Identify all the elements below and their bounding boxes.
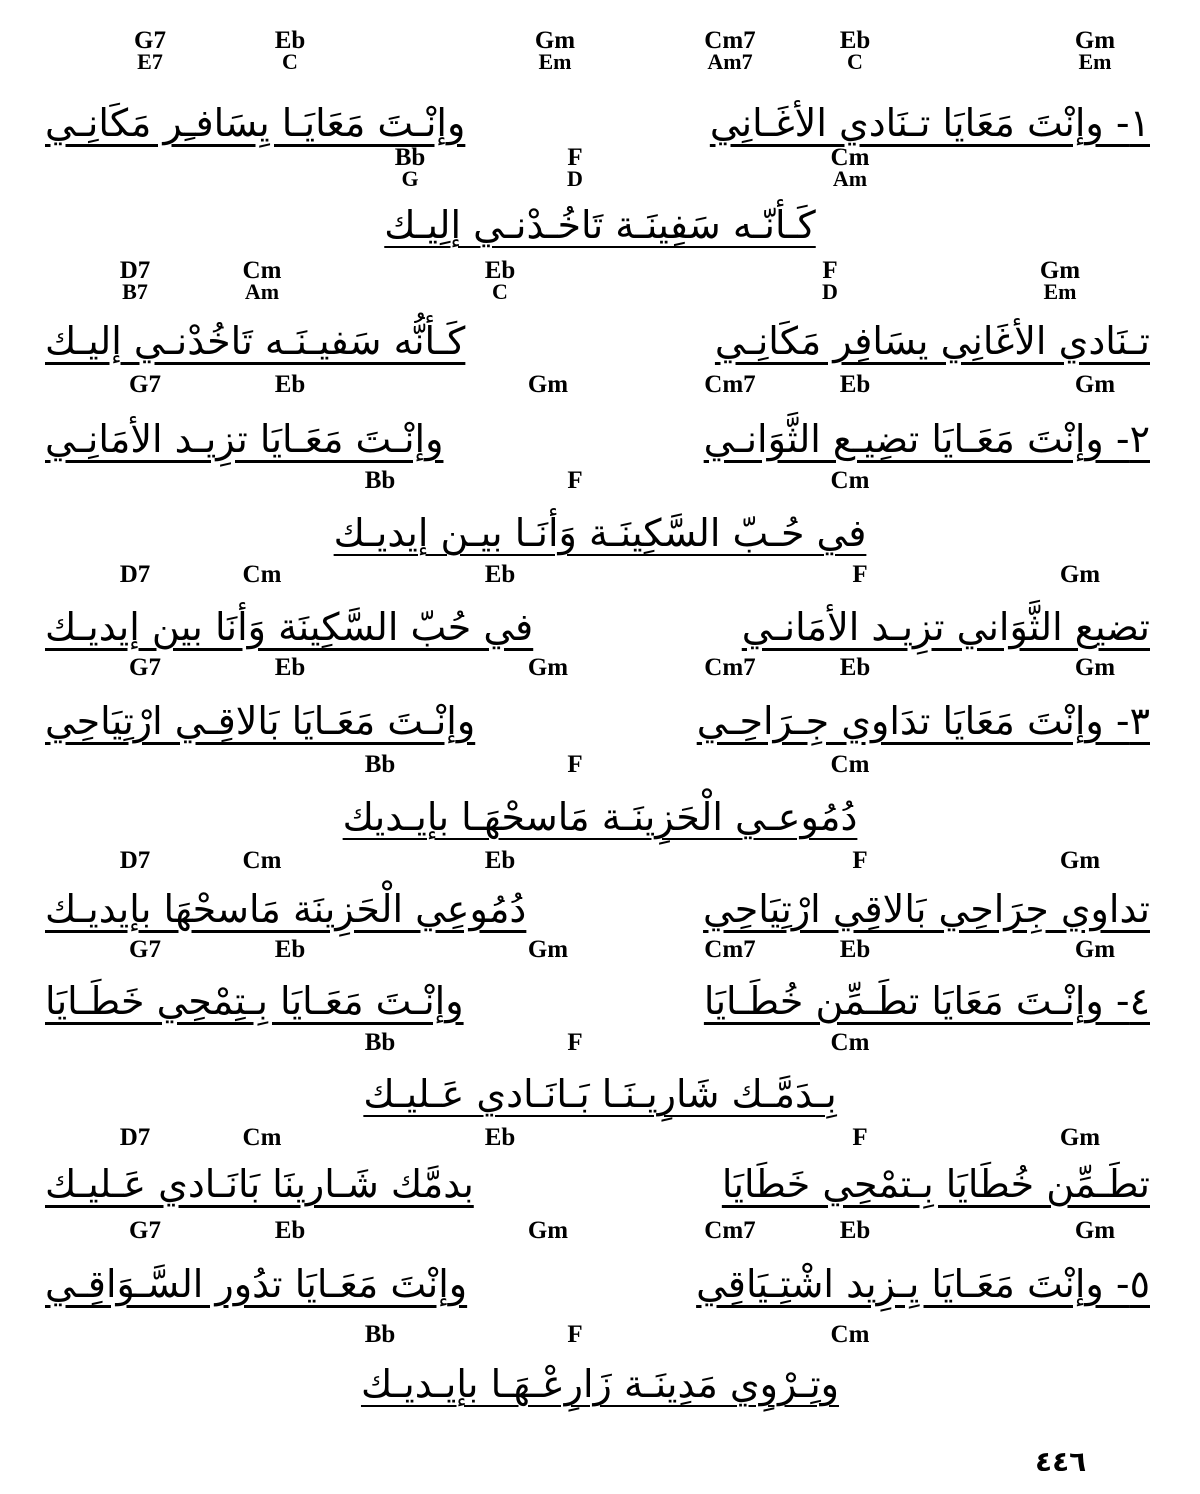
chord-name: Bb	[364, 1029, 396, 1056]
lyric-left-half: وإنْـتَ مَعَايَـا يِسَافـِر مَكَانِـي	[45, 101, 466, 145]
chord-name: F	[852, 561, 868, 588]
chord-name: Gm	[1059, 1124, 1101, 1151]
lyric-right-half: تداوي جِرَاحِي بَالاقِي ارْتِيَاحِي	[703, 887, 1150, 931]
chord-label	[535, 468, 615, 493]
lyric-right-half: تـنَادي الأغَانِي يسَافِر مَكَانِـي	[714, 319, 1150, 363]
lyric-line-centered: وتِـرْوِي مَدِينَـة زَارِعْـهَـا بإيـديـك	[360, 1362, 840, 1406]
chord-name: Gm	[527, 936, 569, 963]
chord-name: F	[822, 257, 838, 284]
chord-label	[810, 1030, 890, 1055]
chord-alternate: Am7	[707, 49, 753, 74]
chord-label	[340, 752, 420, 777]
chord-name: Eb	[274, 371, 306, 398]
chord-alternate: Em	[538, 49, 572, 74]
lyric-line	[45, 605, 1150, 652]
chord-alternate: E7	[137, 49, 163, 74]
lyric-right-half: ٤- وإنْـتَ مَعَايَا تطَـمِّن خُطَـايَا	[703, 979, 1150, 1023]
chord-name: G7	[129, 654, 161, 681]
chord-name: Gm	[1074, 27, 1116, 54]
lyric-right-half: تطَـمِّن خُطَايَا بِـتمْحِي خَطَايَا	[721, 1162, 1150, 1206]
chord-alternate: Em	[1043, 279, 1077, 304]
chord-label	[508, 372, 588, 397]
chord-name: Cm	[830, 1029, 870, 1056]
lyric-left-half: كَـأنُّه سَفيـنَـه تَاخُدْنـي إليـك	[45, 319, 466, 363]
chord-label	[815, 1218, 895, 1243]
chord-name: Gm	[1074, 936, 1116, 963]
chord-name: D7	[119, 1124, 151, 1151]
chord-name: Gm	[1074, 654, 1116, 681]
chord-name: Gm	[1074, 371, 1116, 398]
chord-name: G7	[129, 1217, 161, 1244]
lyric-line	[45, 887, 1150, 934]
chord-label	[250, 937, 330, 962]
chord-label	[460, 1125, 540, 1150]
chord-label	[535, 145, 615, 190]
chord-name: Bb	[364, 467, 396, 494]
chord-label	[690, 372, 770, 397]
chord-alternate: C	[847, 49, 863, 74]
chord-label	[1020, 258, 1100, 303]
chord-label	[460, 258, 540, 303]
chord-label	[250, 1218, 330, 1243]
chord-name: Eb	[484, 1124, 516, 1151]
chord-label	[690, 1218, 770, 1243]
chord-label	[250, 28, 330, 73]
chord-label	[340, 1030, 420, 1055]
chord-name: Eb	[274, 27, 306, 54]
chord-name: D7	[119, 847, 151, 874]
chord-label	[1040, 562, 1120, 587]
chord-alternate: D	[822, 279, 838, 304]
chord-alternate: Am	[244, 279, 280, 304]
chord-name: Eb	[839, 27, 871, 54]
chord-label	[515, 28, 595, 73]
lyric-line	[45, 319, 1150, 366]
lyric-left-half: في حُبّ السَّكِينَة وَأنَا بين إيديـك	[45, 605, 534, 649]
chord-label	[1040, 1125, 1120, 1150]
chord-name: F	[852, 847, 868, 874]
chord-name: F	[567, 467, 583, 494]
chord-label	[1055, 937, 1135, 962]
lyric-line-centered: في حُـبّ السَّكِينَـة وَأنَـا بيـن إيديـك	[333, 511, 867, 555]
lyric-right-half: ٢- وإنْتَ مَعَـايَا تضِيـع الثَّوَانـي	[703, 417, 1150, 461]
chord-label	[222, 562, 302, 587]
chord-label	[810, 752, 890, 777]
chord-label	[460, 562, 540, 587]
chord-name: Gm	[1039, 257, 1081, 284]
lyric-line	[45, 417, 1150, 464]
chord-name: Cm	[242, 847, 282, 874]
chord-name: G7	[129, 371, 161, 398]
chord-label	[810, 145, 890, 190]
lyric-line	[45, 1262, 1150, 1309]
chord-name: D7	[119, 561, 151, 588]
chord-alternate: Em	[1078, 49, 1112, 74]
chord-label	[370, 145, 450, 190]
chord-label	[535, 1322, 615, 1347]
lyric-left-half: وإنْـتَ مَعَـايَا تزِيـد الأمَانِـي	[45, 417, 444, 461]
chord-label	[340, 1322, 420, 1347]
chord-name: Eb	[274, 654, 306, 681]
chord-name: Cm7	[704, 654, 756, 681]
chord-name: Eb	[839, 936, 871, 963]
lyric-left-half: دُمُوعِي الْحَزِينَة مَاسحْهَا بإيديـك	[45, 887, 527, 931]
chord-name: Eb	[839, 1217, 871, 1244]
chord-name: Eb	[274, 936, 306, 963]
lyric-line-centered: بِـدَمَّـك شَارِيـنَـا بَـانَـادي عَـليـك	[363, 1072, 837, 1116]
chord-name: Gm	[1059, 561, 1101, 588]
chord-name: Cm	[242, 1124, 282, 1151]
chord-label	[105, 937, 185, 962]
chord-name: Gm	[1059, 847, 1101, 874]
chord-name: Cm7	[704, 936, 756, 963]
chord-name: F	[852, 1124, 868, 1151]
chord-label	[690, 655, 770, 680]
chord-name: Gm	[534, 27, 576, 54]
chord-label	[810, 1322, 890, 1347]
page-number: ٤٤٦	[1035, 1445, 1087, 1478]
chord-label	[460, 848, 540, 873]
chord-name: Cm	[242, 561, 282, 588]
chord-label	[95, 1125, 175, 1150]
chord-label	[1055, 372, 1135, 397]
lyric-left-half: وإنْـتَ مَعَـايَا بَالاقِـي ارْتِيَاحِي	[45, 699, 476, 743]
chord-label	[690, 28, 770, 73]
chord-name: Bb	[364, 1321, 396, 1348]
chord-name: F	[567, 751, 583, 778]
chord-name: Cm	[830, 144, 870, 171]
cropped-top-line	[0, 0, 1200, 6]
chord-label	[1055, 28, 1135, 73]
chord-name: G7	[134, 27, 166, 54]
chord-label	[535, 752, 615, 777]
chord-name: Eb	[274, 1217, 306, 1244]
lyric-right-half: تضيع الثَّوَاني تزِيـد الأمَانـي	[741, 605, 1150, 649]
chord-label	[508, 1218, 588, 1243]
chord-name: F	[567, 1029, 583, 1056]
chord-label	[810, 468, 890, 493]
chord-name: Cm	[830, 1321, 870, 1348]
chord-label	[508, 937, 588, 962]
chord-label	[815, 372, 895, 397]
chord-label	[815, 937, 895, 962]
chord-name: Eb	[484, 257, 516, 284]
chord-label	[222, 1125, 302, 1150]
chord-name: Gm	[527, 371, 569, 398]
chord-label	[105, 372, 185, 397]
chord-label	[820, 562, 900, 587]
chord-label	[815, 655, 895, 680]
chord-name: Gm	[1074, 1217, 1116, 1244]
chord-name: Eb	[839, 654, 871, 681]
lyric-right-half: ١- وإنْتَ مَعَايَا تـنَادي الأغَـانِي	[709, 101, 1150, 145]
lyric-line	[45, 101, 1150, 148]
chord-label	[95, 258, 175, 303]
lyric-line-centered: دُمُوعـي الْحَزِينَـة مَاسحْهَـا بإيـديك	[342, 795, 858, 839]
chord-label	[95, 848, 175, 873]
chord-name: Gm	[527, 1217, 569, 1244]
chord-label	[105, 655, 185, 680]
chord-name: Cm	[830, 751, 870, 778]
chord-label	[535, 1030, 615, 1055]
chord-alternate: G	[401, 166, 419, 191]
chord-label	[105, 1218, 185, 1243]
chord-alternate: C	[282, 49, 298, 74]
chord-name: F	[567, 1321, 583, 1348]
chord-name: Cm7	[704, 27, 756, 54]
chord-label	[250, 372, 330, 397]
chord-name: Eb	[484, 847, 516, 874]
chord-label	[1040, 848, 1120, 873]
chord-name: Eb	[839, 371, 871, 398]
chord-name: Bb	[394, 144, 426, 171]
chord-label	[820, 1125, 900, 1150]
chord-name: Cm7	[704, 1217, 756, 1244]
chord-label	[790, 258, 870, 303]
chord-name: Cm7	[704, 371, 756, 398]
chord-alternate: Am	[832, 166, 868, 191]
chord-name: G7	[129, 936, 161, 963]
chord-label	[250, 655, 330, 680]
chord-label	[110, 28, 190, 73]
chord-label	[222, 848, 302, 873]
lyric-left-half: بدمَّك شَـارينَا بَانَـادي عَـليـك	[45, 1162, 474, 1206]
chord-name: Eb	[484, 561, 516, 588]
chord-label	[1055, 1218, 1135, 1243]
chord-label	[815, 28, 895, 73]
chord-label	[1055, 655, 1135, 680]
chord-name: Cm	[830, 467, 870, 494]
chord-name: D7	[119, 257, 151, 284]
chord-label	[820, 848, 900, 873]
chord-label	[690, 937, 770, 962]
chord-alternate: B7	[122, 279, 148, 304]
chord-label	[222, 258, 302, 303]
chord-name: F	[567, 144, 583, 171]
lyric-line	[45, 1162, 1150, 1209]
lyric-line	[45, 979, 1150, 1026]
chord-alternate: C	[492, 279, 508, 304]
chord-name: Gm	[527, 654, 569, 681]
lyric-line	[45, 699, 1150, 746]
lyric-left-half: وإنْتَ مَعَـايَا تدُور السَّـوَاقِـي	[45, 1262, 468, 1306]
chord-name: Cm	[242, 257, 282, 284]
chord-name: Bb	[364, 751, 396, 778]
chord-alternate: D	[567, 166, 583, 191]
lyric-left-half: وإنْـتَ مَعَـايَا بِـتِمْحِي خَطَـايَا	[45, 979, 464, 1023]
chord-label	[95, 562, 175, 587]
chord-label	[340, 468, 420, 493]
lyric-right-half: ٣- وإنْتَ مَعَايَا تدَاوي جِـرَاحِـي	[696, 699, 1150, 743]
lyric-right-half: ٥- وإنْتَ مَعَـايَا يِـزِيد اشْتِـيَاقِي	[696, 1262, 1150, 1306]
chord-label	[508, 655, 588, 680]
lyric-line-centered: كَـأنّـه سَفِينَـة تَاخُـدْنـي إلِيـك	[384, 203, 816, 247]
